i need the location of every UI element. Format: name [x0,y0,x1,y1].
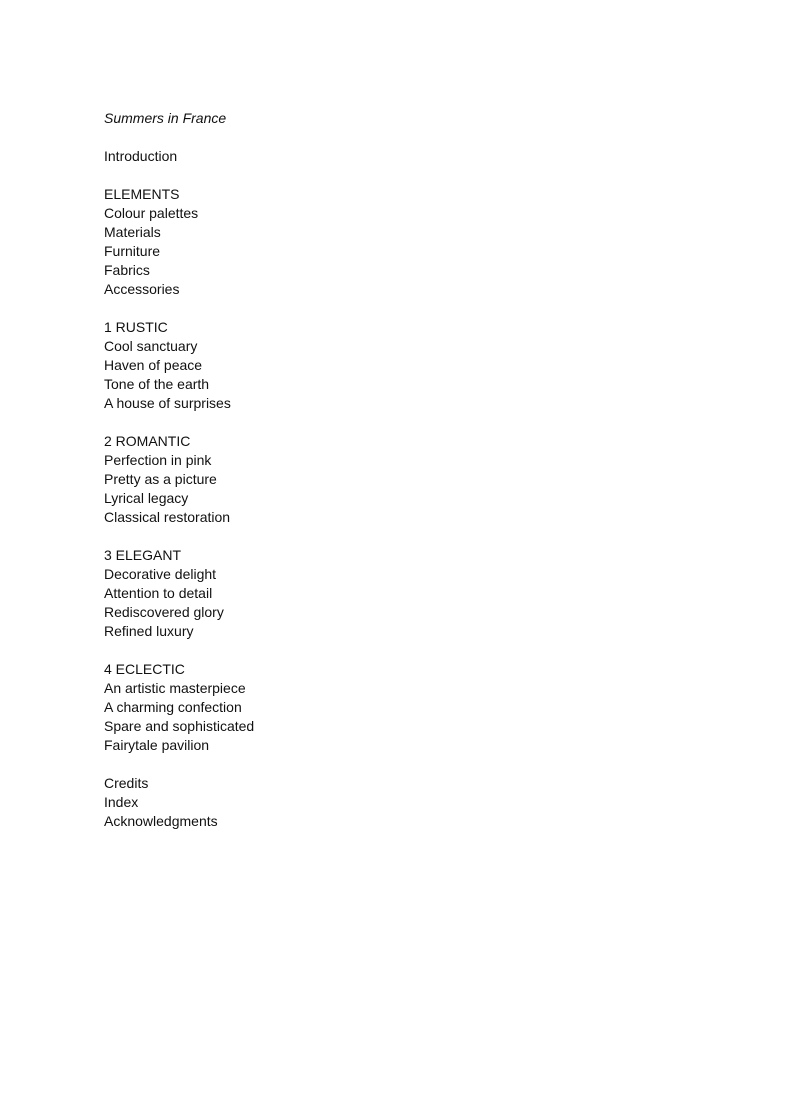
spacer [104,166,704,185]
section-elements [104,185,704,299]
spacer [104,755,704,774]
acknowledgments-entry: Acknowledgments [104,813,218,829]
toc-item: Haven of peace [104,357,203,373]
toc-item: Accessories [104,281,180,297]
toc-item: An artistic masterpiece [104,680,246,696]
section-heading: 1 RUSTIC [104,319,168,335]
toc-item: Decorative delight [104,566,217,582]
spacer [104,641,704,660]
toc-item: A house of surprises [104,395,231,411]
toc-item: Fairytale pavilion [104,737,210,753]
section-heading: ELEMENTS [104,186,180,202]
section-romantic [104,432,704,527]
toc-item: Pretty as a picture [104,471,217,487]
toc-item: A charming confection [104,699,242,715]
section-rustic [104,318,704,413]
spacer [104,413,704,432]
toc-item: Cool sanctuary [104,338,198,354]
spacer [104,128,704,147]
toc-item: Attention to detail [104,585,213,601]
toc-item: Refined luxury [104,623,194,639]
toc-item: Tone of the earth [104,376,210,392]
toc-item: Lyrical legacy [104,490,189,506]
toc-item: Classical restoration [104,509,231,525]
toc-item: Fabrics [104,262,150,278]
toc-item: Materials [104,224,161,240]
introduction-entry: Introduction [104,148,178,164]
section-heading: 2 ROMANTIC [104,433,191,449]
section-heading: 4 ECLECTIC [104,661,185,677]
credits-entry: Credits [104,775,149,791]
toc-item: Perfection in pink [104,452,212,468]
book-title: Summers in France [104,110,227,126]
section-heading: 3 ELEGANT [104,547,182,563]
section-elegant [104,546,704,641]
section-eclectic [104,660,704,755]
spacer [104,527,704,546]
toc-item: Furniture [104,243,161,259]
toc-item: Rediscovered glory [104,604,224,620]
index-entry: Index [104,794,139,810]
toc-item: Spare and sophisticated [104,718,255,734]
spacer [104,299,704,318]
toc-item: Colour palettes [104,205,199,221]
table-of-contents [104,109,704,831]
back-matter [104,774,704,831]
